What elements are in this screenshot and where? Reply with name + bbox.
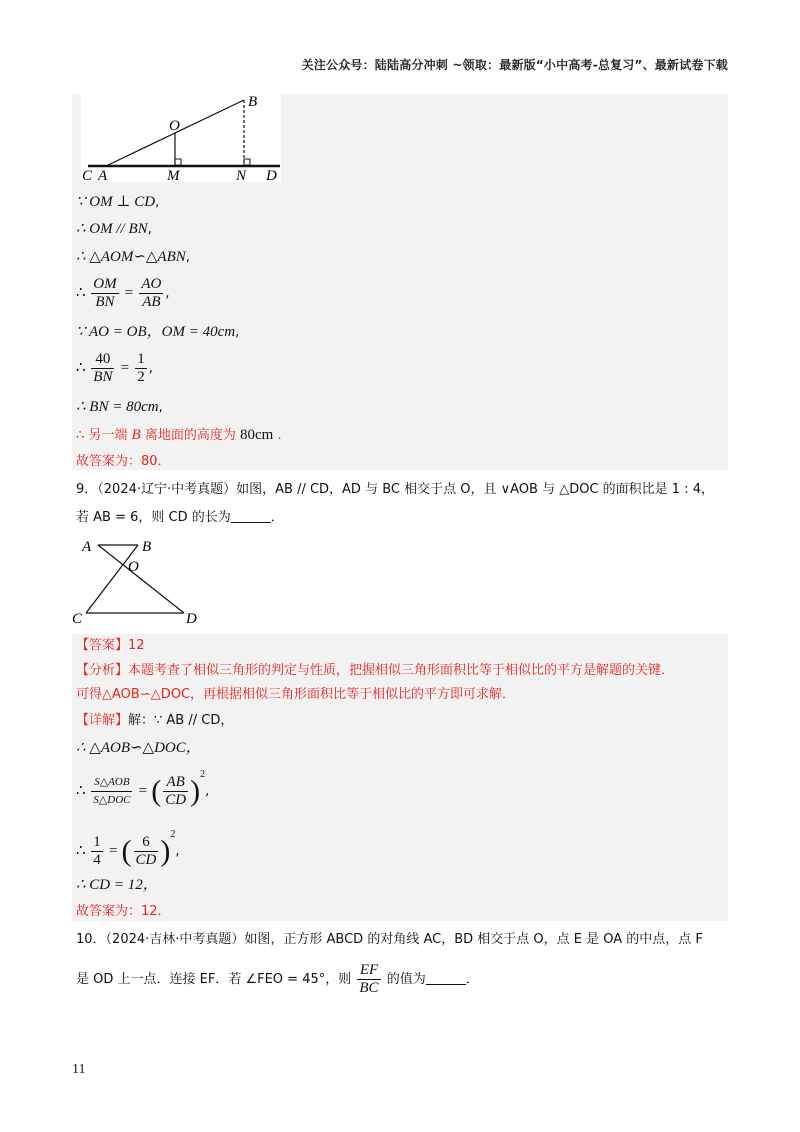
- sol8-final-answer: 故答案为：80．: [76, 454, 171, 469]
- fig1-label-n: N: [236, 168, 247, 184]
- fig1-label-m: M: [167, 168, 180, 184]
- sol8-step8: ∴ 另一端 B 离地面的高度为 80cm .: [76, 427, 282, 443]
- sol8-step7: ∴ BN = 80cm,: [76, 399, 163, 415]
- sol8-step4: ∴ $\frac{OM}{BN}$ = $\frac{AO}{AB}$ ,: [76, 276, 170, 310]
- sol8-step5: ∵ AO = OB，OM = 40cm,: [76, 324, 240, 340]
- ans9-final-answer: 故答案为：12．: [76, 904, 171, 919]
- q9-line1: 9．（2024·辽宁·中考真题）如图，AB // CD，AD 与 BC 相交于点 O，且 ∨AOB 与 △DOC 的面积比是 1 : 4，: [76, 482, 714, 497]
- fig1-label-o: O: [169, 118, 180, 134]
- q10-line2: 是 OD 上一点．连接 EF．若 ∠FEO = 45°，则 $\frac{EF}{BC}$ 的值为 ．: [76, 962, 479, 996]
- fig1-label-b: B: [248, 94, 258, 110]
- fig1-label-c: C: [82, 168, 93, 184]
- ans9-analysis-line2: 可得△AOB∽△DOC，再根据相似三角形面积比等于相似比的平方即可求解．: [76, 687, 516, 702]
- sol8-step1: ∵ OM ⊥ CD,: [76, 194, 160, 210]
- sol8-step2: ∴ OM // BN,: [76, 221, 152, 237]
- page-number: 11: [72, 1062, 86, 1077]
- q10-line1: 10．（2024·吉林·中考真题）如图，正方形 ABCD 的对角线 AC，BD 相交于点 O，点 E 是 OA 的中点，点 F: [76, 932, 703, 947]
- fig2-label-a: A: [82, 539, 92, 555]
- figure-bowtie-triangles: [72, 534, 212, 626]
- q10-answer-blank: [426, 984, 466, 985]
- ans9-step4: ∴ $\frac{1}{4}$ = ( $\frac{6}{CD}$ )$^2$,: [76, 829, 180, 868]
- ans9-detail: 【详解】解：∵ AB // CD，: [76, 713, 234, 728]
- fig2-label-d: D: [186, 611, 197, 626]
- page-header: 关注公众号：陆陆高分冲刺 ~领取：最新版“小中高考-总复习”、最新试卷下载: [301, 58, 728, 72]
- ans9-step5: ∴ CD = 12，: [76, 877, 158, 893]
- fig2-label-c: C: [72, 611, 83, 626]
- figure-ladder-diagram: [76, 94, 286, 186]
- fig2-label-o: O: [128, 559, 139, 575]
- fig1-label-d: D: [266, 168, 277, 184]
- q9-line2: 若 AB = 6，则 CD 的长为 ．: [76, 510, 284, 525]
- ans9-answer: 【答案】12: [76, 638, 145, 653]
- ans9-step2: ∴ △AOB∽△DOC，: [76, 740, 201, 756]
- ans9-analysis-line1: 【分析】本题考查了相似三角形的判定与性质，把握相似三角形面积比等于相似比的平方是解题的关键．: [76, 663, 675, 678]
- ans9-step3: ∴ $\frac{\text{S△AOB}}{\text{S△DOC}}$ = ( $\frac{AB}{CD}$ )$^2$,: [76, 769, 210, 808]
- fig1-label-a: A: [98, 168, 108, 184]
- fig2-label-b: B: [142, 539, 152, 555]
- sol8-step3: ∴ △AOM∽△ABN,: [76, 249, 190, 265]
- q9-answer-blank: [231, 522, 271, 523]
- sol8-step6: ∴ $\frac{40}{BN}$ = $\frac{1}{2}$ ,: [76, 351, 153, 385]
